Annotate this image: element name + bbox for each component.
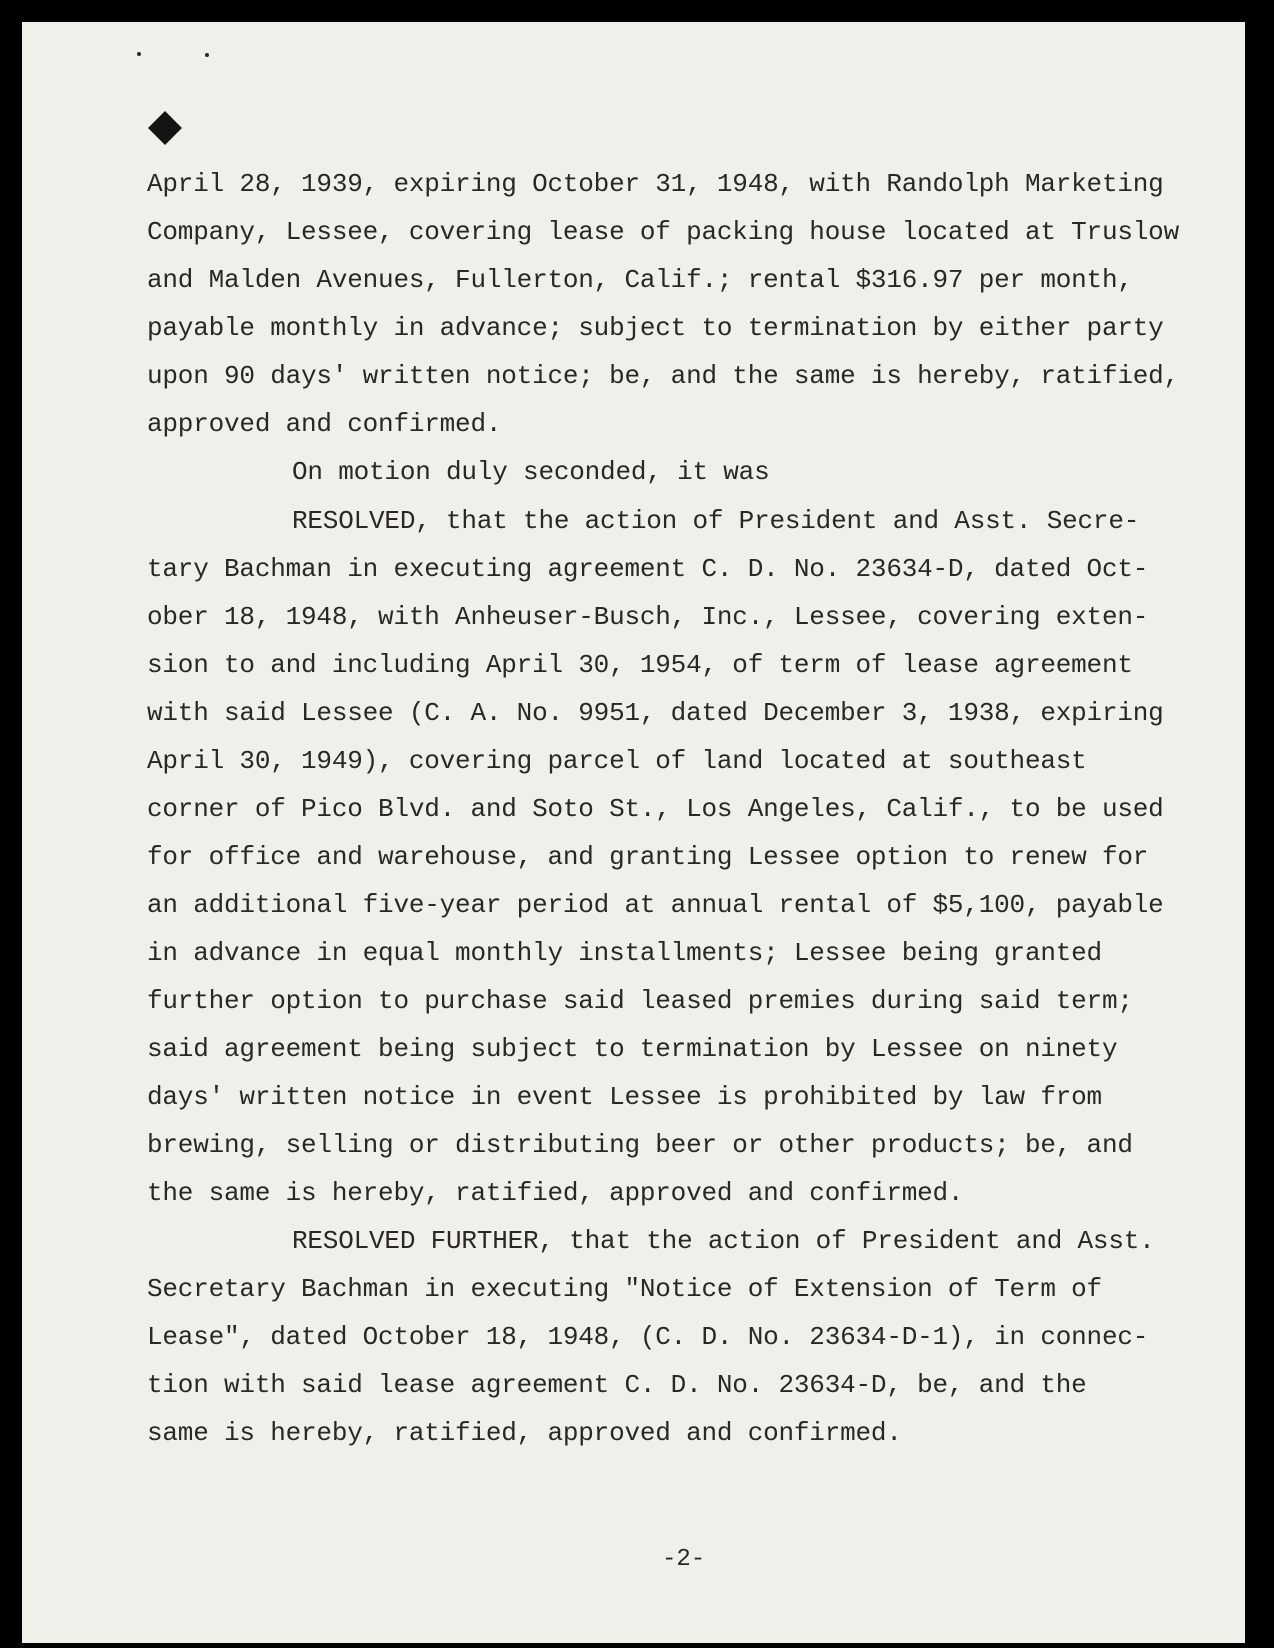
text-line: same is hereby, ratified, approved and confirmed. bbox=[147, 1418, 902, 1448]
text-line: for office and warehouse, and granting Lessee option to renew for bbox=[147, 842, 1149, 872]
text-line: brewing, selling or distributing beer or other products; be, and bbox=[147, 1130, 1133, 1160]
text-line: April 30, 1949), covering parcel of land located at southeast bbox=[147, 746, 1087, 776]
text-line: Company, Lessee, covering lease of packing house located at Truslow bbox=[147, 217, 1179, 247]
text-line: and Malden Avenues, Fullerton, Calif.; rental $316.97 per month, bbox=[147, 265, 1133, 295]
text-line: On motion duly seconded, it was bbox=[292, 457, 770, 487]
text-line: said agreement being subject to termination by Lessee on ninety bbox=[147, 1034, 1118, 1064]
text-line: an additional five-year period at annual rental of $5,100, payable bbox=[147, 890, 1164, 920]
text-line: in advance in equal monthly installments; Lessee being granted bbox=[147, 938, 1102, 968]
text-line: the same is hereby, ratified, approved and confirmed. bbox=[147, 1178, 964, 1208]
text-line: with said Lessee (C. A. No. 9951, dated December 3, 1938, expiring bbox=[147, 698, 1164, 728]
text-line: tion with said lease agreement C. D. No. 23634-D, be, and the bbox=[147, 1370, 1087, 1400]
text-line: Lease", dated October 18, 1948, (C. D. No. 23634-D-1), in connec- bbox=[147, 1322, 1149, 1352]
text-line: RESOLVED, that the action of President and Asst. Secre- bbox=[292, 506, 1140, 536]
text-line: payable monthly in advance; subject to termination by either party bbox=[147, 313, 1164, 343]
text-line: corner of Pico Blvd. and Soto St., Los Angeles, Calif., to be used bbox=[147, 794, 1164, 824]
document-page bbox=[22, 22, 1245, 1643]
text-line: tary Bachman in executing agreement C. D. No. 23634-D, dated Oct- bbox=[147, 554, 1149, 584]
document-body bbox=[22, 22, 1245, 1643]
text-line: RESOLVED FURTHER, that the action of President and Asst. bbox=[292, 1226, 1155, 1256]
text-line: days' written notice in event Lessee is prohibited by law from bbox=[147, 1082, 1102, 1112]
text-line: April 28, 1939, expiring October 31, 1948, with Randolph Marketing bbox=[147, 169, 1164, 199]
text-line: ober 18, 1948, with Anheuser-Busch, Inc., Lessee, covering exten- bbox=[147, 602, 1149, 632]
text-line: approved and confirmed. bbox=[147, 409, 502, 439]
text-line: upon 90 days' written notice; be, and the same is hereby, ratified, bbox=[147, 361, 1179, 391]
text-line: Secretary Bachman in executing "Notice of Extension of Term of bbox=[147, 1274, 1102, 1304]
page-number: -2- bbox=[662, 1546, 706, 1573]
text-line: sion to and including April 30, 1954, of term of lease agreement bbox=[147, 650, 1133, 680]
text-line: further option to purchase said leased premies during said term; bbox=[147, 986, 1133, 1016]
